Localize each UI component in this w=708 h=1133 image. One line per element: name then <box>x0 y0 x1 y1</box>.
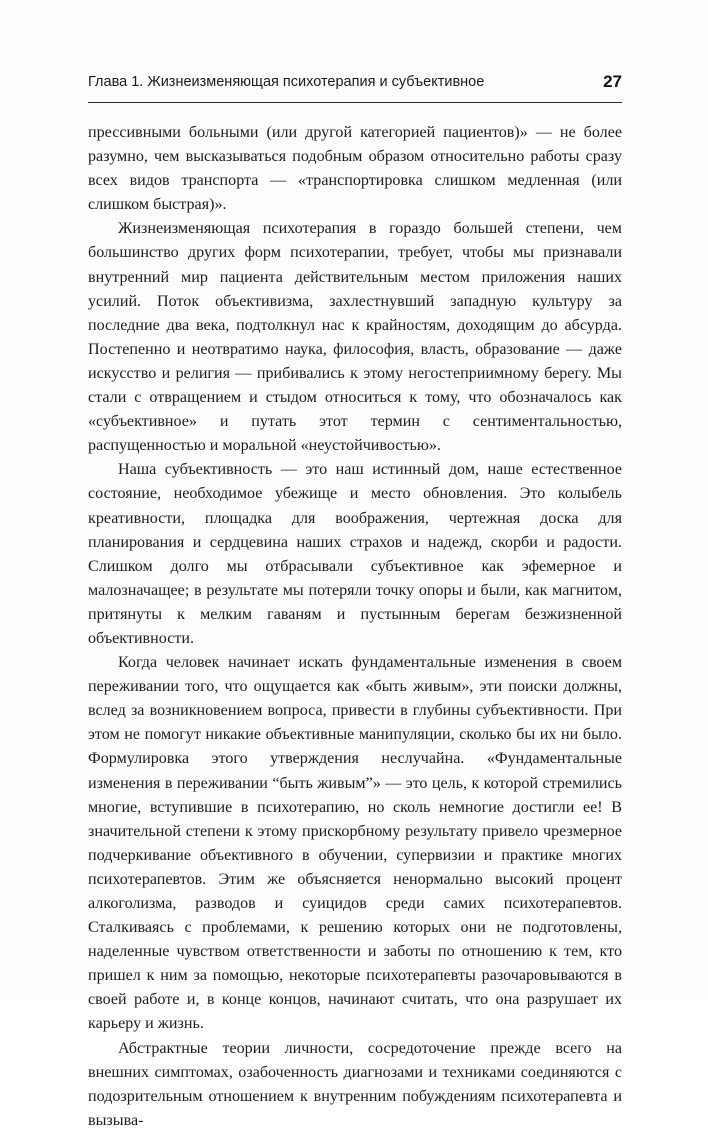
page-number: 27 <box>603 72 622 91</box>
paragraph-4: Когда человек начинает искать фундаментальные изменения в своем переживании того, что ощущается как «быть живым», эти поиски должны, вслед за возникновением вопроса, привести в глубины субъективности. При этом не помогут никакие объективные манипуляции, сколько бы их ни было. Формулировка этого утверждения неслучайна. «Фундаментальные изменения в переживании “быть живым”» — это цель, к которой стремились многие, вступившие в психотерапию, но сколь немногие достигли ее! В значительной степени к этому прискорбному результату привело чрезмерное подчеркивание объективного в обучении, супервизии и практике многих психотерапевтов. Этим же объясняется ненормально высокий процент алкоголизма, разводов и суицидов среди самих психотерапевтов. Сталкиваясь с проблемами, к решению которых они не подготовлены, наделенные чувством ответственности и заботы по отношению к тем, кто пришел к ним за помощью, некоторые психотерапевты разочаровываются в своей работе и, в конце концов, начинают считать, что она разрушает их карьеру и жизнь. <box>88 654 622 1033</box>
body-text <box>88 121 622 1133</box>
chapter-title: Глава 1. Жизнеизменяющая психотерапия и субъективное <box>88 74 485 90</box>
running-header <box>88 72 628 100</box>
paragraph-5: Абстрактные теории личности, сосредоточение прежде всего на внешних симптомах, озабоченность диагнозами и техниками соединяются с подозрительным отношением к внутренним побуждениям психотерапевта и вызыва- <box>88 1039 622 1129</box>
header-divider <box>88 102 622 103</box>
paragraph-1: прессивными больными (или другой категорией пациентов)» — не более разумно, чем высказываться подобным образом относительно работы сразу всех видов транспорта — «транспортировка слишком медленная (или слишком быстрая)». <box>88 124 622 214</box>
paragraph-2: Жизнеизменяющая психотерапия в гораздо большей степени, чем большинство других форм психотерапии, требует, чтобы мы признавали внутренний мир пациента действительным местом приложения наших усилий. Поток объективизма, захлестнувший западную культуру за последние два века, подтолкнул нас к крайностям, доходящим до абсурда. Постепенно и неотвратимо наука, философия, власть, образование — даже искусство и религия — прибивались к этому негостеприимному берегу. Мы стали с отвращением и стыдом относиться к тому, что обозначалось как «субъективное» и путать этот термин с сентиментальностью, распущенностью и моральной «неустойчивостью». <box>88 220 622 455</box>
paragraph-3: Наша субъективность — это наш истинный дом, наше естественное состояние, необходимое убежище и место обновления. Это колыбель креативности, площадка для воображения, чертежная доска для планирования и сердцевина наших страхов и надежд, скорби и радости. Слишком долго мы отбрасывали субъективное как эфемерное и малозначащее; в результате мы потеряли точку опоры и были, как магнитом, притянуты к мелким гаваням и пустынным берегам безжизненной объективности. <box>88 461 622 647</box>
